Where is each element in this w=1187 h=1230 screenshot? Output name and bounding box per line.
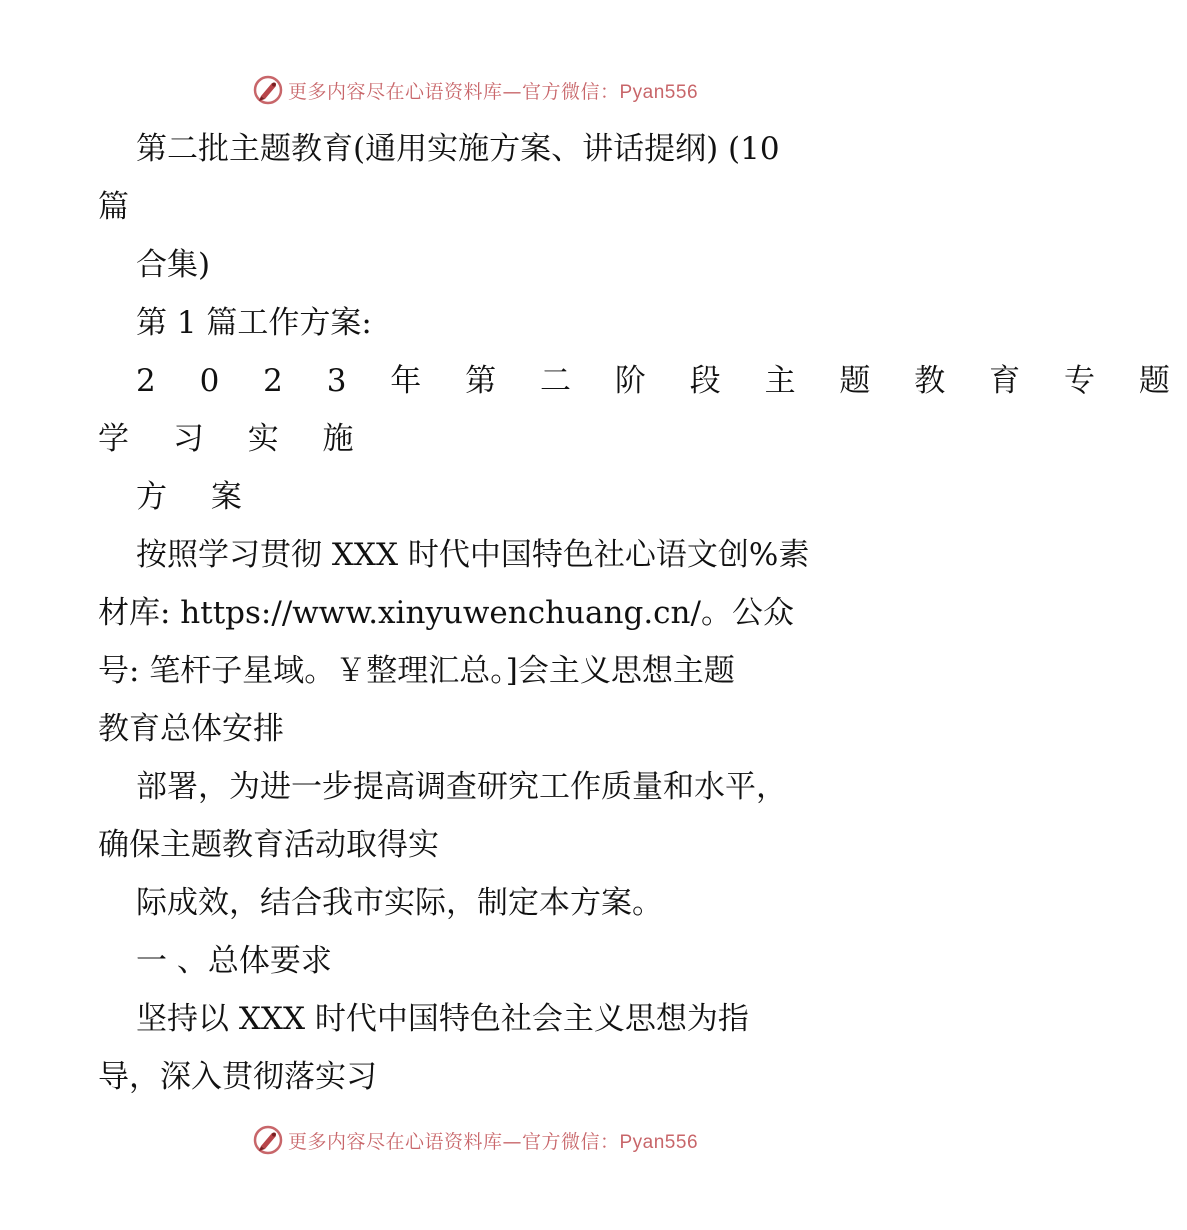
doc-paragraph-line: 按照学习贯彻 XXX 时代中国特色社心语文创%素 xyxy=(136,537,810,573)
watermark-dash: — xyxy=(502,1130,522,1153)
doc-subtitle-line-2: 学 习 实 施 xyxy=(98,421,371,457)
watermark-dash: — xyxy=(502,80,522,103)
doc-paragraph-line: 确保主题教育活动取得实 xyxy=(98,827,439,863)
doc-paragraph-line: 导，深入贯彻落实习 xyxy=(98,1059,377,1095)
doc-paragraph-line: 教育总体安排 xyxy=(98,711,284,747)
doc-paragraph-line: 材库: https://www.xinyuwenchuang.cn/。公众 xyxy=(98,595,794,631)
doc-section-heading: 第 1 篇工作方案: xyxy=(136,305,372,341)
pen-logo-icon xyxy=(252,1124,284,1156)
watermark-site: 更多内容尽在心语资料库 xyxy=(287,80,503,103)
watermark-wechat-id: Pyan556 xyxy=(619,1131,699,1153)
doc-title-line-3: 合集) xyxy=(136,247,211,283)
doc-subtitle-line-1: 2 0 2 3 年 第 二 阶 段 主 题 教 育 专 题 xyxy=(136,363,1187,399)
doc-paragraph-line: 际成效，结合我市实际，制定本方案。 xyxy=(136,885,663,921)
watermark-text xyxy=(288,77,698,104)
watermark-wechat-label: 官方微信： xyxy=(521,1130,620,1153)
doc-paragraph-line: 部署，为进一步提高调查研究工作质量和水平， xyxy=(136,769,787,805)
watermark-wechat-label: 官方微信： xyxy=(521,80,620,103)
watermark-text xyxy=(288,1127,698,1154)
doc-title-line-1: 第二批主题教育(通用实施方案、讲话提纲) (10 xyxy=(136,131,780,167)
doc-heading-general-requirements: 一 、总体要求 xyxy=(136,943,332,979)
doc-title-line-2: 篇 xyxy=(98,189,129,225)
watermark-site: 更多内容尽在心语资料库 xyxy=(287,1130,503,1153)
doc-paragraph-line: 号: 笔杆子星域。￥整理汇总。]会主义思想主题 xyxy=(98,653,735,689)
header-watermark xyxy=(0,70,950,110)
document-body xyxy=(98,120,1187,1106)
pen-logo-icon xyxy=(252,74,284,106)
doc-paragraph-line: 坚持以 XXX 时代中国特色社会主义思想为指 xyxy=(136,1001,749,1037)
watermark-wechat-id: Pyan556 xyxy=(619,81,699,103)
footer-watermark xyxy=(0,1120,950,1160)
doc-subtitle-line-3: 方 案 xyxy=(136,479,259,515)
